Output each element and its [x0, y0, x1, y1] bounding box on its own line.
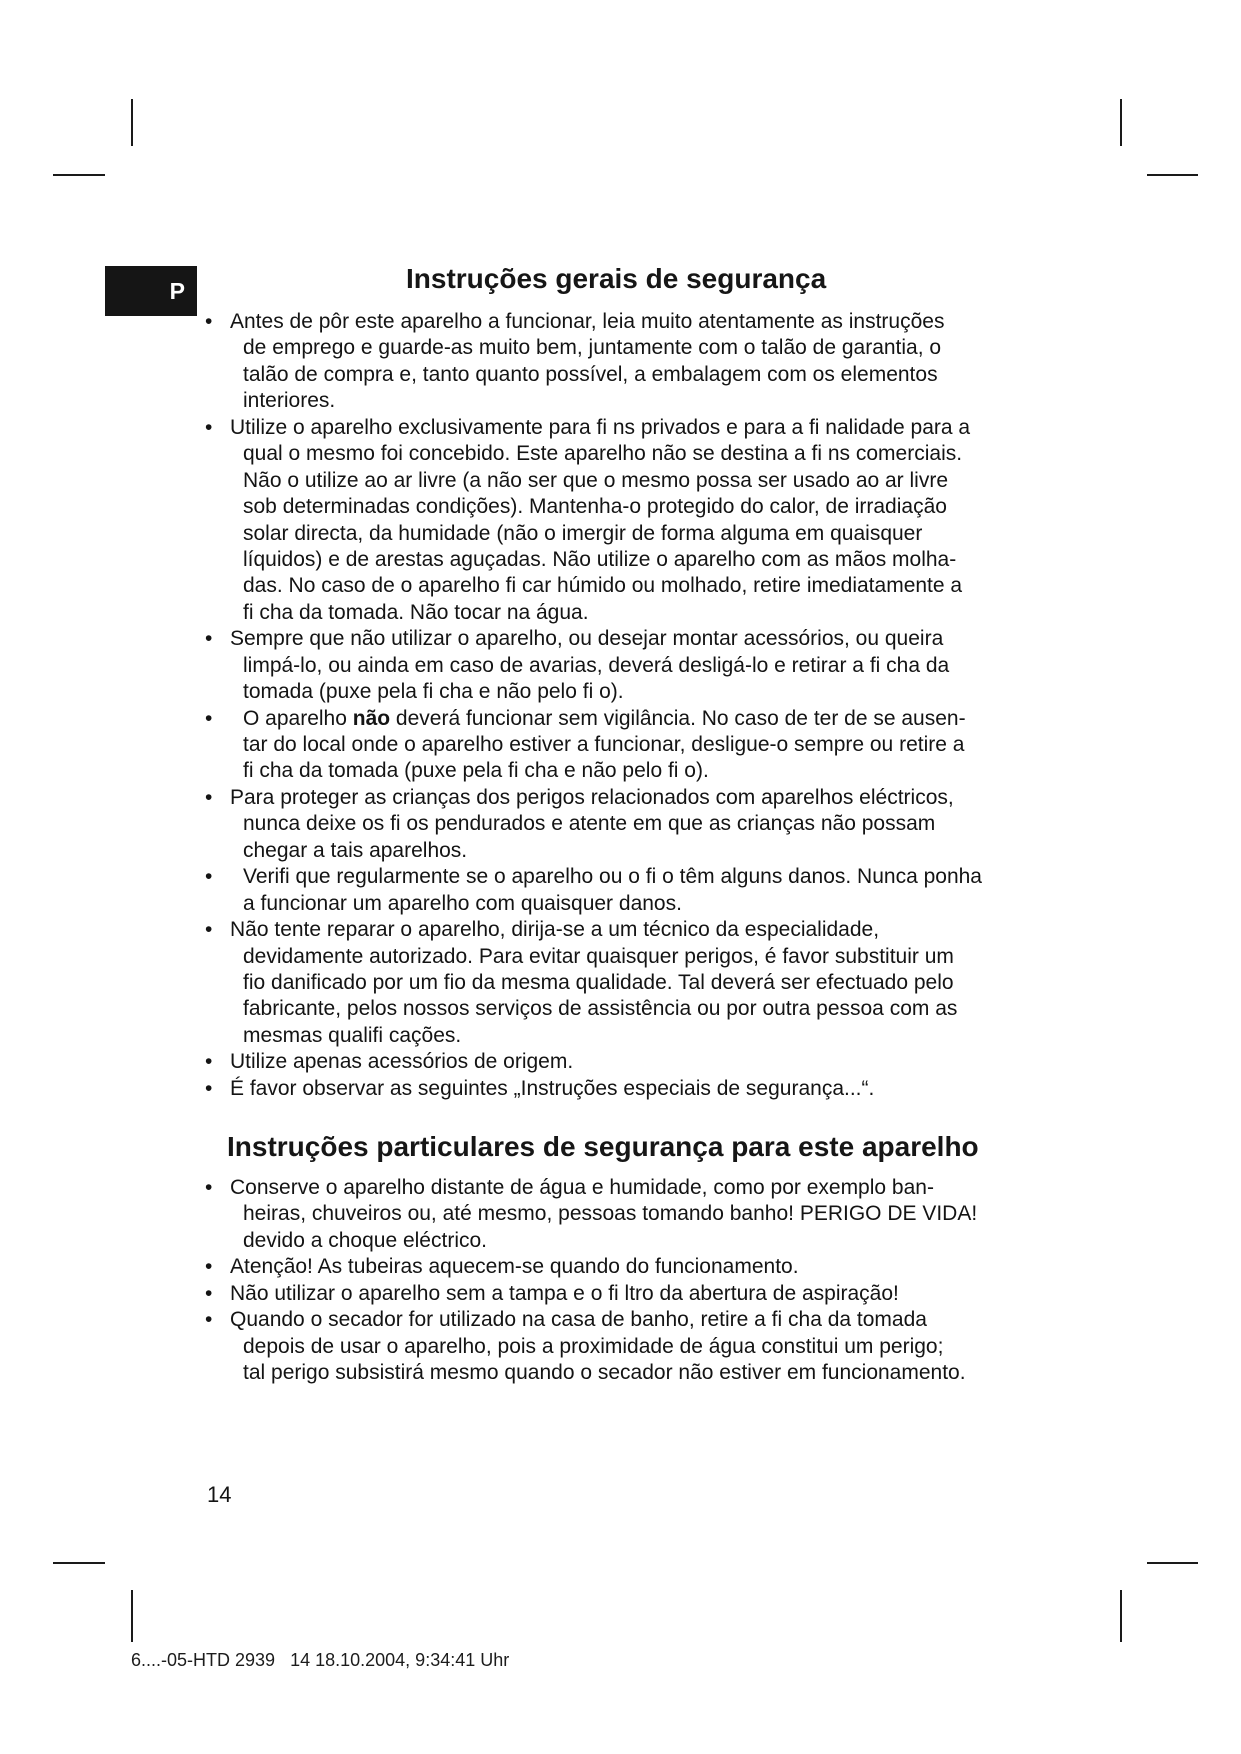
text-line: Não o utilize ao ar livre (a não ser que o mesmo possa ser usado ao ar livre: [243, 468, 949, 492]
text-line: Quando o secador for utilizado na casa de banho, retire a fi cha da tomada: [230, 1308, 927, 1332]
text-segment: O aparelho: [243, 706, 353, 730]
crop-mark-top-left-horizontal: [53, 174, 105, 176]
bullet-icon: [205, 706, 212, 732]
text-line: fi cha da tomada. Não tocar na água.: [243, 600, 589, 624]
crop-mark-top-left-vertical: [131, 99, 133, 146]
list-item: [205, 864, 982, 917]
bullet-icon: [205, 917, 212, 943]
text-line: tar do local onde o aparelho estiver a funcionar, desligue-o sempre ou retire a: [243, 733, 965, 756]
emphasis-text: não: [352, 706, 391, 730]
bullet-icon: [205, 415, 212, 441]
section-title-appliance-safety: Instruções particulares de segurança para este aparelho: [227, 1131, 979, 1162]
text-line: fio danificado por um fio da mesma qualidade. Tal deverá ser efectuado pelo: [243, 970, 954, 994]
text-line: Não utilizar o aparelho sem a tampa e o fi ltro da abertura de aspiração!: [230, 1281, 899, 1305]
bullet-icon: [205, 309, 212, 335]
text-line: Atenção! As tubeiras aquecem-se quando do funcionamento.: [230, 1255, 799, 1279]
bullet-icon: [205, 1307, 212, 1333]
text-line: limpá-lo, ou ainda em caso de avarias, deverá desligá-lo e retirar a fi cha da: [243, 653, 950, 677]
language-tab: P: [105, 266, 197, 316]
section-title-general-safety: Instruções gerais de segurança: [406, 263, 827, 294]
text-line: de emprego e guarde-as muito bem, juntamente com o talão de garantia, o: [243, 336, 942, 360]
text-line: chegar a tais aparelhos.: [243, 838, 468, 862]
crop-mark-top-right-horizontal: [1147, 174, 1198, 176]
text-line: devido a choque eléctrico.: [243, 1228, 487, 1252]
list-item: [205, 1049, 982, 1075]
text-line: mesmas qualifi cações.: [243, 1023, 462, 1047]
text-line: a funcionar um aparelho com quaisquer danos.: [243, 891, 682, 915]
bullet-icon: [205, 1175, 212, 1201]
text-line: tal perigo subsistirá mesmo quando o secador não estiver em funcionamento.: [243, 1361, 966, 1385]
general-safety-list: [205, 309, 982, 1102]
bullet-icon: [205, 1254, 212, 1280]
text-line: líquidos) e de arestas aguçadas. Não utilize o aparelho com as mãos molha-: [243, 547, 957, 571]
text-line: Para proteger as crianças dos perigos relacionados com aparelhos eléctricos,: [230, 785, 954, 809]
text-line: das. No caso de o aparelho fi car húmido ou molhado, retire imediatamente a: [243, 574, 963, 598]
bullet-icon: [205, 1076, 212, 1102]
list-item: [205, 785, 982, 864]
list-item: [205, 309, 982, 415]
text-line: Conserve o aparelho distante de água e humidade, como por exemplo ban-: [230, 1176, 934, 1199]
list-item: [205, 626, 982, 705]
text-line: tomada (puxe pela fi cha e não pelo fi o).: [243, 680, 624, 704]
text-line: nunca deixe os fi os pendurados e atente em que as crianças não possam: [243, 812, 936, 836]
list-item: [205, 415, 982, 627]
text-line: heiras, chuveiros ou, até mesmo, pessoas tomando banho! PERIGO DE VIDA!: [243, 1202, 978, 1226]
text-line: fabricante, pelos nossos serviços de assistência ou por outra pessoa com as: [243, 997, 958, 1021]
page-number: 14: [207, 1482, 232, 1507]
text-line: Utilize apenas acessórios de origem.: [230, 1050, 574, 1074]
text-line: Sempre que não utilizar o aparelho, ou desejar montar acessórios, ou queira: [230, 627, 944, 651]
text-line: interiores.: [243, 389, 336, 413]
crop-mark-bottom-right-vertical: [1120, 1590, 1122, 1642]
text-line: Antes de pôr este aparelho a funcionar, leia muito atentamente as instruções: [230, 310, 945, 333]
bullet-icon: [205, 1049, 212, 1075]
text-line: talão de compra e, tanto quanto possível, a embalagem com os elementos: [243, 362, 938, 386]
list-item: [205, 1307, 977, 1386]
text-line: devidamente autorizado. Para evitar quaisquer perigos, é favor substituir um: [243, 944, 954, 968]
crop-mark-bottom-left-horizontal: [53, 1562, 105, 1564]
text-line: sob determinadas condições). Mantenha-o protegido do calor, de irradiação: [243, 495, 947, 519]
list-item: [205, 706, 982, 785]
text-line: fi cha da tomada (puxe pela fi cha e não pelo fi o).: [243, 759, 709, 783]
crop-mark-bottom-left-vertical: [131, 1590, 133, 1642]
list-item: [205, 1076, 982, 1102]
text-line: Verifi que regularmente se o aparelho ou o fi o têm alguns danos. Nunca ponha: [243, 865, 982, 889]
bullet-icon: [205, 1281, 212, 1307]
text-line: [205, 706, 982, 732]
list-item: [205, 1281, 977, 1307]
print-footer: 6....-05-HTD 2939 14 18.10.2004, 9:34:41 Uhr: [131, 1650, 510, 1670]
bullet-icon: [205, 785, 212, 811]
text-line: Não tente reparar o aparelho, dirija-se a um técnico da especialidade,: [230, 918, 880, 942]
list-item: [205, 1254, 977, 1280]
text-segment: deverá funcionar sem vigilância. No caso de ter de se ausen-: [390, 706, 966, 730]
appliance-safety-list: [205, 1175, 977, 1387]
bullet-icon: [205, 626, 212, 652]
text-line: depois de usar o aparelho, pois a proximidade de água constitui um perigo;: [243, 1334, 944, 1358]
crop-mark-bottom-right-horizontal: [1147, 1562, 1198, 1564]
text-line: Utilize o aparelho exclusivamente para fi ns privados e para a fi nalidade para a: [230, 415, 971, 439]
text-line: qual o mesmo foi concebido. Este aparelho não se destina a fi ns comerciais.: [243, 442, 963, 466]
list-item: [205, 1175, 977, 1254]
list-item: [205, 917, 982, 1049]
bullet-icon: [205, 864, 212, 890]
crop-mark-top-right-vertical: [1120, 99, 1122, 146]
text-line: É favor observar as seguintes „Instruções especiais de segurança...“.: [230, 1076, 875, 1100]
text-line: solar directa, da humidade (não o imergir de forma alguma em quaisquer: [243, 521, 923, 545]
